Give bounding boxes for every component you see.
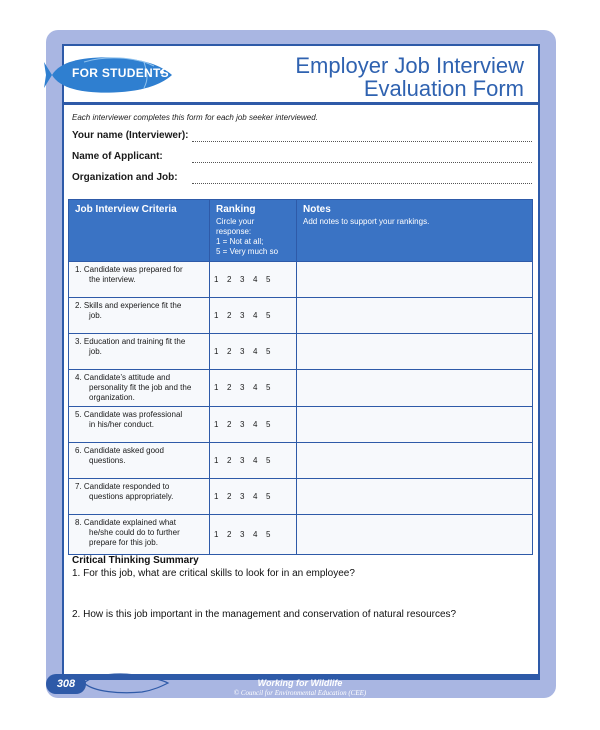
criteria-line: 4. Candidate’s attitude and: [75, 373, 171, 382]
table-row: [69, 515, 533, 555]
rank-option-2[interactable]: 2: [227, 529, 232, 539]
rank-option-1[interactable]: 1: [214, 310, 219, 320]
rank-option-1[interactable]: 1: [214, 383, 219, 392]
organization-job-field[interactable]: [72, 172, 532, 186]
ranking-cell: [210, 370, 297, 407]
notes-cell[interactable]: [297, 262, 533, 298]
rank-option-4[interactable]: 4: [253, 529, 258, 539]
notes-cell[interactable]: [297, 334, 533, 370]
field-label: Organization and Job:: [72, 172, 178, 183]
rank-option-3[interactable]: 3: [240, 455, 245, 465]
rank-option-2[interactable]: 2: [227, 419, 232, 429]
rank-option-4[interactable]: 4: [253, 455, 258, 465]
criteria-line: 6. Candidate asked good: [75, 446, 164, 455]
rank-option-3[interactable]: 3: [240, 274, 245, 284]
rank-option-4[interactable]: 4: [253, 383, 258, 392]
criteria-line: 5. Candidate was professional: [75, 410, 183, 419]
rank-option-1[interactable]: 1: [214, 346, 219, 356]
criteria-table: [68, 199, 533, 555]
rank-option-5[interactable]: 5: [266, 383, 271, 392]
rank-option-4[interactable]: 4: [253, 310, 258, 320]
criteria-cell: [69, 407, 210, 443]
notes-cell[interactable]: [297, 407, 533, 443]
criteria-cell: [69, 515, 210, 555]
criteria-line: 2. Skills and experience fit the: [75, 301, 182, 310]
rank-option-4[interactable]: 4: [253, 274, 258, 284]
rank-option-3[interactable]: 3: [240, 419, 245, 429]
rank-option-4[interactable]: 4: [253, 491, 258, 501]
rank-option-4[interactable]: 4: [253, 419, 258, 429]
rank-option-5[interactable]: 5: [266, 491, 271, 501]
rank-option-2[interactable]: 2: [227, 491, 232, 501]
rank-option-1[interactable]: 1: [214, 491, 219, 501]
ranking-cell: [210, 479, 297, 515]
ranking-cell: [210, 407, 297, 443]
criteria-cell: [69, 262, 210, 298]
instruction-text: Each interviewer completes this form for each job seeker interviewed.: [72, 113, 318, 122]
notes-cell[interactable]: [297, 515, 533, 555]
rank-option-3[interactable]: 3: [240, 491, 245, 501]
fill-line[interactable]: [192, 183, 532, 184]
criteria-line: 7. Candidate responded to: [75, 482, 170, 491]
notes-cell[interactable]: [297, 298, 533, 334]
title-line-1: Employer Job Interview: [295, 53, 524, 78]
criteria-line: questions appropriately.: [89, 492, 174, 501]
ranking-header-label: Ranking: [216, 204, 256, 215]
table-row: [69, 262, 533, 298]
criteria-line: the interview.: [89, 275, 136, 284]
ranking-cell: [210, 298, 297, 334]
page-number: 308: [46, 674, 86, 694]
rank-option-2[interactable]: 2: [227, 310, 232, 320]
footer-title: Working for Wildlife: [257, 678, 343, 688]
rank-option-5[interactable]: 5: [266, 274, 271, 284]
for-students-badge: FOR STUDENTS: [72, 66, 169, 80]
criteria-cell: [69, 334, 210, 370]
criteria-cell: [69, 370, 210, 407]
summary-question-1: 1. For this job, what are critical skills to look for in an employee?: [72, 568, 355, 579]
ranking-cell: [210, 334, 297, 370]
field-label: Name of Applicant:: [72, 151, 163, 162]
ranking-cell: [210, 443, 297, 479]
table-row: [69, 334, 533, 370]
rank-option-5[interactable]: 5: [266, 419, 271, 429]
ranking-sub-3: 1 = Not at all;: [216, 237, 264, 246]
table-row: [69, 370, 533, 407]
notes-cell[interactable]: [297, 479, 533, 515]
applicant-name-field[interactable]: [72, 151, 532, 165]
criteria-line: job.: [89, 347, 102, 356]
table-header-row: [69, 200, 533, 262]
rank-option-1[interactable]: 1: [214, 274, 219, 284]
ranking-cell: [210, 262, 297, 298]
rank-option-5[interactable]: 5: [266, 310, 271, 320]
rank-option-1[interactable]: 1: [214, 529, 219, 539]
ranking-sub-1: Circle your: [216, 217, 255, 226]
ranking-header: [210, 200, 297, 262]
table-row: [69, 298, 533, 334]
criteria-line: in his/her conduct.: [89, 420, 154, 429]
ranking-cell: [210, 515, 297, 555]
criteria-line: job.: [89, 311, 102, 320]
criteria-line: organization.: [89, 393, 135, 402]
fill-line[interactable]: [192, 141, 532, 142]
notes-cell[interactable]: [297, 370, 533, 407]
notes-header-sub: Add notes to support your rankings.: [303, 217, 430, 226]
table-row: [69, 407, 533, 443]
criteria-line: prepare for this job.: [89, 538, 158, 547]
critical-thinking-summary: [72, 555, 532, 620]
rank-option-3[interactable]: 3: [240, 346, 245, 356]
notes-header-label: Notes: [303, 204, 331, 215]
ranking-sub-4: 5 = Very much so: [216, 247, 279, 256]
criteria-line: 3. Education and training fit the: [75, 337, 186, 346]
rank-option-2[interactable]: 2: [227, 455, 232, 465]
rank-option-1[interactable]: 1: [214, 419, 219, 429]
rank-option-5[interactable]: 5: [266, 455, 271, 465]
criteria-header: [69, 200, 210, 262]
criteria-line: he/she could do to further: [89, 528, 180, 537]
fill-line[interactable]: [192, 162, 532, 163]
ranking-sub-2: response:: [216, 227, 252, 236]
criteria-cell: [69, 479, 210, 515]
title-line-2: Evaluation Form: [363, 76, 524, 101]
rank-option-5[interactable]: 5: [266, 529, 271, 539]
rank-option-3[interactable]: 3: [240, 310, 245, 320]
summary-question-2: 2. How is this job important in the management and conservation of natural resources?: [72, 609, 457, 620]
rank-option-2[interactable]: 2: [227, 346, 232, 356]
table-row: [69, 479, 533, 515]
rank-option-3[interactable]: 3: [240, 529, 245, 539]
rank-option-4[interactable]: 4: [253, 346, 258, 356]
footer-fish-icon: [80, 670, 170, 696]
rank-option-2[interactable]: 2: [227, 274, 232, 284]
page-title: [224, 54, 524, 100]
header-rule: [62, 102, 540, 105]
footer-copyright: © Council for Environmental Education (CEE): [233, 689, 367, 697]
criteria-line: 1. Candidate was prepared for: [75, 265, 183, 274]
rank-option-3[interactable]: 3: [240, 383, 245, 392]
rank-option-1[interactable]: 1: [214, 455, 219, 465]
criteria-header-label: Job Interview Criteria: [75, 204, 177, 215]
rank-option-5[interactable]: 5: [266, 346, 271, 356]
interviewer-name-field[interactable]: [72, 130, 532, 144]
rank-option-2[interactable]: 2: [227, 383, 232, 392]
notes-header: [297, 200, 533, 262]
notes-cell[interactable]: [297, 443, 533, 479]
table-row: [69, 443, 533, 479]
summary-title: Critical Thinking Summary: [72, 555, 199, 566]
criteria-cell: [69, 443, 210, 479]
field-label: Your name (Interviewer):: [72, 130, 189, 141]
criteria-line: questions.: [89, 456, 126, 465]
criteria-line: 8. Candidate explained what: [75, 518, 176, 527]
criteria-line: personality fit the job and the: [89, 383, 192, 392]
criteria-cell: [69, 298, 210, 334]
